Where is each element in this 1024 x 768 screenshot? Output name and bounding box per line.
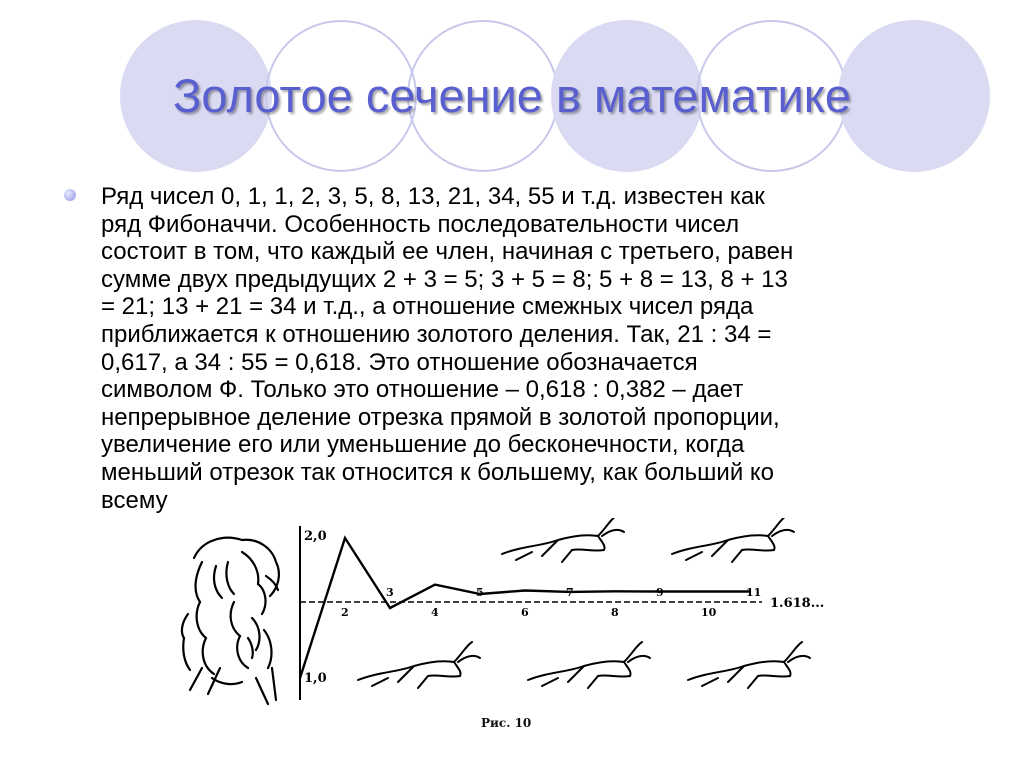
y-label-2: 2,0 — [304, 529, 327, 544]
body-line: состоит в том, что каждый ее член, начиная с третьего, равен — [101, 238, 794, 266]
old-man-illustration — [182, 538, 279, 704]
slide-title: Золотое сечение в математике — [172, 69, 851, 122]
x-tick-label: 6 — [521, 606, 529, 619]
y-label-1: 1,0 — [304, 671, 327, 686]
x-tick-label: 3 — [386, 586, 394, 599]
x-tick-label: 4 — [431, 606, 439, 619]
body-line: Ряд чисел 0, 1, 1, 2, 3, 5, 8, 13, 21, 34, 55 и т.д. известен как — [101, 183, 765, 210]
body-line: всему — [101, 486, 168, 514]
fibonacci-ratio-figure — [172, 518, 862, 718]
limit-label: 1.618... — [770, 596, 825, 611]
figure-caption: Рис. 10 — [481, 716, 532, 730]
x-tick-label: 11 — [746, 586, 762, 599]
x-tick-label: 10 — [701, 606, 717, 619]
slide-body-text — [101, 183, 946, 514]
rabbit-icon — [358, 642, 480, 688]
body-line: увеличение его или уменьшение до бесконечности, когда — [101, 431, 745, 459]
body-line: приближается к отношению золотого деления. Так, 21 : 34 = — [101, 320, 772, 348]
body-line: = 21; 13 + 21 = 34 и т.д., а отношение смежных чисел ряда — [101, 293, 754, 321]
body-line: символом Ф. Только это отношение – 0,618 : 0,382 – дает — [101, 376, 744, 404]
rabbit-icon — [502, 518, 624, 562]
x-tick-label: 2 — [341, 606, 349, 619]
rabbit-icon — [672, 518, 794, 562]
body-line: меньший отрезок так относится к большему, как больший ко — [101, 458, 775, 486]
x-tick-label: 7 — [566, 586, 574, 599]
x-tick-label: 9 — [656, 586, 664, 599]
body-line: ряд Фибоначчи. Особенность последовательности чисел — [101, 210, 740, 238]
body-line: непрерывное деление отрезка прямой в золотой пропорции, — [101, 403, 780, 431]
x-tick-label: 5 — [476, 586, 484, 599]
body-line: сумме двух предыдущих 2 + 3 = 5; 3 + 5 = 8; 5 + 8 = 13, 8 + 13 — [101, 265, 788, 293]
rabbits-illustration — [358, 518, 810, 688]
rabbit-icon — [528, 642, 650, 688]
rabbit-icon — [688, 642, 810, 688]
x-tick-label: 8 — [611, 606, 619, 619]
bullet-icon — [64, 189, 76, 201]
body-line: 0,617, а 34 : 55 = 0,618. Это отношение обозначается — [101, 348, 698, 376]
